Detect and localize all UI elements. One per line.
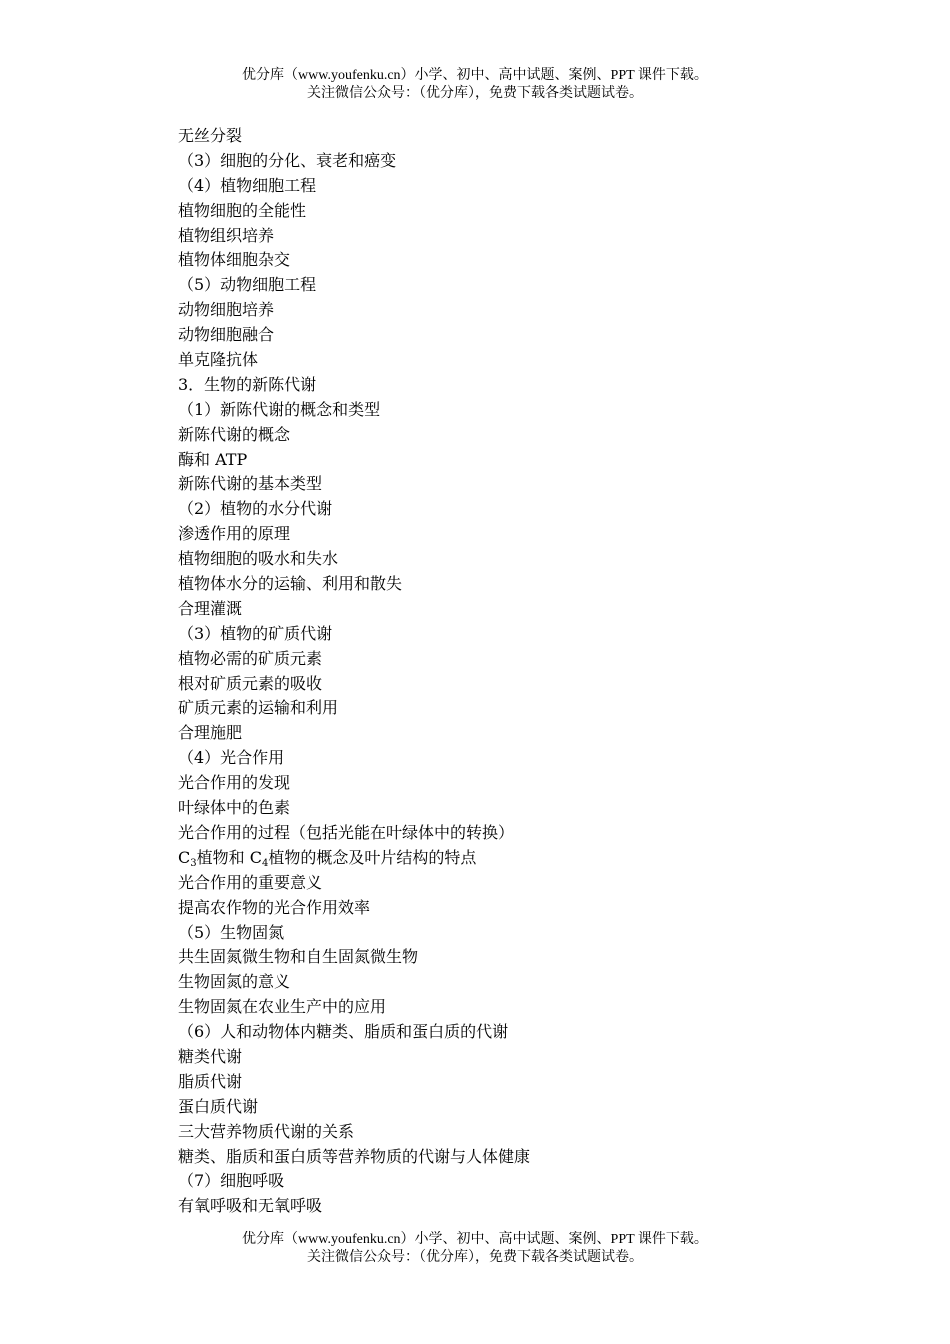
header-line-2: 关注微信公众号：（优分库），免费下载各类试题试卷。: [307, 86, 643, 101]
subscript-3: 3: [190, 857, 197, 869]
text-line: 动物细胞培养: [178, 300, 275, 320]
text-line: 共生固氮微生物和自生固氮微生物: [178, 947, 419, 967]
text-line: 光合作用的重要意义: [178, 872, 323, 892]
text-line: 新陈代谢的概念: [178, 424, 291, 444]
text-line: 提高农作物的光合作用效率: [178, 897, 371, 917]
text-line: 糖类、脂质和蛋白质等营养物质的代谢与人体健康: [178, 1146, 531, 1166]
text-line: 蛋白质代谢: [178, 1096, 259, 1116]
text-line: 无丝分裂: [178, 126, 243, 145]
text-line: （7）细胞呼吸: [178, 1171, 285, 1191]
footer-line-1: 优分库（www.youfenku.cn）小学、初中、高中试题、案例、PPT 课件下载。: [242, 1232, 708, 1247]
text-line: 单克隆抗体: [178, 350, 259, 370]
text-line: 植物组织培养: [178, 225, 275, 245]
text-line: 酶和 ATP: [178, 449, 248, 469]
text-line: 动物细胞融合: [178, 325, 275, 345]
text-line: 脂质代谢: [178, 1071, 243, 1091]
text-line: 植物体细胞杂交: [178, 250, 291, 270]
text-line: （2）植物的水分代谢: [178, 499, 333, 519]
footer-line-2: 关注微信公众号：（优分库），免费下载各类试题试卷。: [307, 1250, 643, 1265]
page-header: [0, 67, 950, 103]
text-line: 矿质元素的运输和利用: [178, 698, 339, 718]
text-line: 糖类代谢: [178, 1046, 243, 1066]
text-line: （4）光合作用: [178, 748, 285, 768]
c4-mid-text: 植物和 C: [196, 847, 262, 867]
text-line: 植物必需的矿质元素: [178, 648, 323, 668]
text-line: 合理灌溉: [178, 598, 243, 618]
text-line: 光合作用的过程（包括光能在叶绿体中的转换）: [178, 822, 515, 842]
section-heading: 3．生物的新陈代谢: [178, 374, 317, 394]
text-line: 光合作用的发现: [178, 773, 291, 793]
text-line: 渗透作用的原理: [178, 524, 291, 544]
text-line: （3）植物的矿质代谢: [178, 623, 333, 643]
c4-tail-text: 植物的概念及叶片结构的特点: [268, 847, 477, 867]
subscript-4: 4: [261, 857, 269, 869]
text-line: （4）植物细胞工程: [178, 175, 317, 195]
text-line: 三大营养物质代谢的关系: [178, 1121, 355, 1141]
document-body: [178, 124, 878, 1219]
c3-letter: C: [178, 847, 191, 867]
text-line: 新陈代谢的基本类型: [178, 474, 323, 494]
header-line-1: 优分库（www.youfenku.cn）小学、初中、高中试题、案例、PPT 课件下载。: [242, 68, 708, 83]
text-line: （5）动物细胞工程: [178, 275, 317, 295]
c3-c4-line: [178, 846, 878, 871]
text-line: 植物细胞的全能性: [178, 200, 307, 220]
text-line: 生物固氮的意义: [178, 972, 291, 992]
text-line: 合理施肥: [178, 723, 243, 743]
text-line: 生物固氮在农业生产中的应用: [178, 997, 387, 1017]
page-footer: [0, 1231, 950, 1267]
text-line: 叶绿体中的色素: [178, 798, 291, 818]
text-line: （3）细胞的分化、衰老和癌变: [178, 150, 397, 170]
text-line: （6）人和动物体内糖类、脂质和蛋白质的代谢: [178, 1022, 509, 1042]
text-line: 植物体水分的运输、利用和散失: [178, 574, 403, 594]
text-line: 植物细胞的吸水和失水: [178, 549, 339, 569]
text-line: （5）生物固氮: [178, 922, 285, 942]
text-line: （1）新陈代谢的概念和类型: [178, 399, 381, 419]
text-line: 有氧呼吸和无氧呼吸: [178, 1196, 323, 1216]
text-line: 根对矿质元素的吸收: [178, 673, 323, 693]
